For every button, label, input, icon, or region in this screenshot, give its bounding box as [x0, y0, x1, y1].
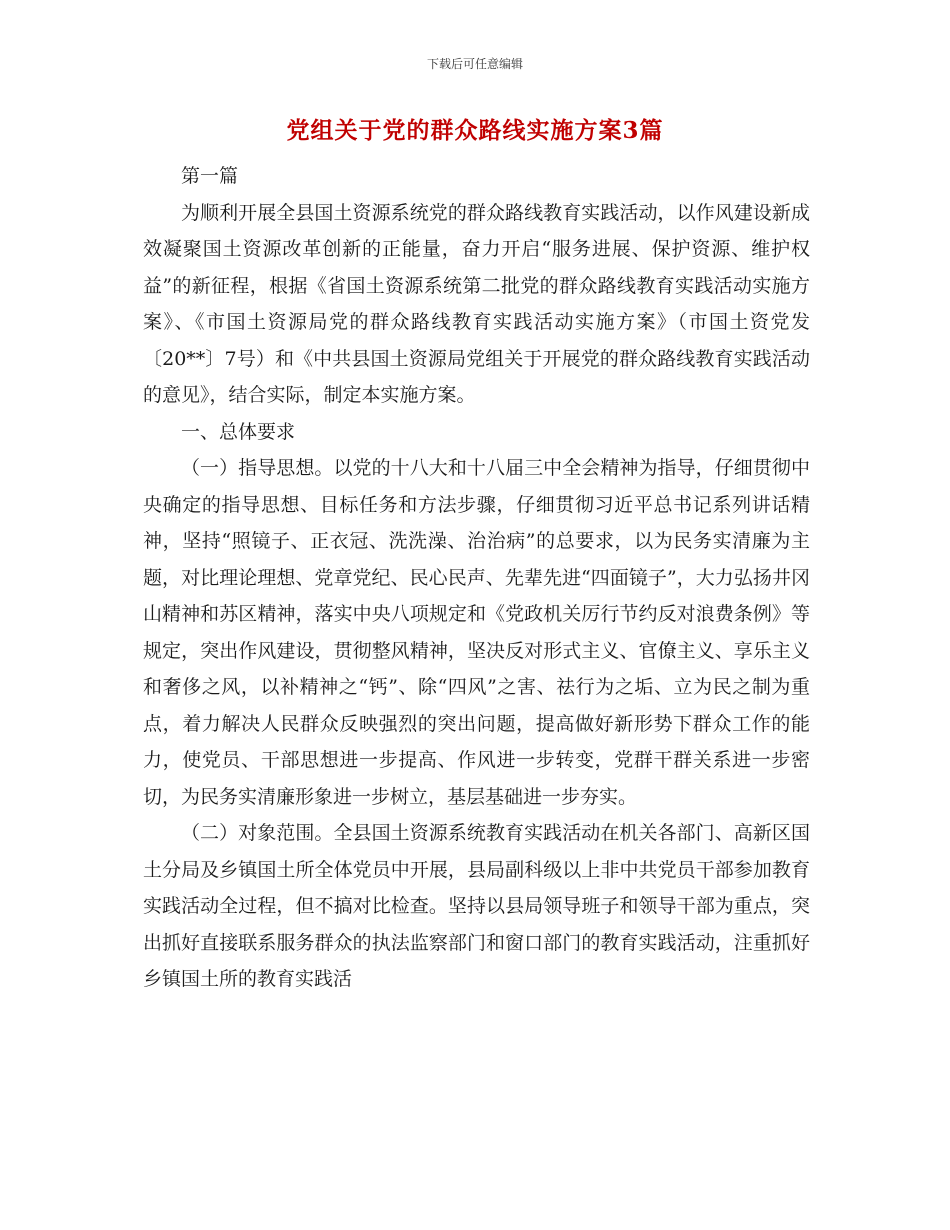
intro-paragraph: 为顺利开展全县国土资源系统党的群众路线教育实践活动，以作风建设新成效凝聚国土资源改革创新的正能量，奋力开启“服务进展、保护资源、维护权益”的新征程，根据《省国土资源系统第二批党的群众路线教育实践活动实施方案》、《市国土资源局党的群众路线教育实践活动实施方案》（市国土资党发〔20**〕7号）和《中共县国土资源局党组关于开展党的群众路线教育实践活动的意见》，结合实际，制定本实施方案。 — [143, 201, 810, 406]
section-heading-general-requirements: 一、总体要求 — [181, 420, 296, 443]
paragraph-guiding-thought: （一）指导思想。以党的十八大和十八届三中全会精神为指导，仔细贯彻中央确定的指导思想、目标任务和方法步骤，仔细贯彻习近平总书记系列讲话精神，坚持“照镜子、正衣冠、洗洗澡、治治病”的总要求，以为民务实清廉为主题，对比理论理想、党章党纪、民心民声、先辈先进“四面镜子”，大力弘扬井冈山精神和苏区精神，落实中央八项规定和《党政机关厉行节约反对浪费条例》等规定，突出作风建设，贯彻整风精神，坚决反对形式主义、官僚主义、享乐主义和奢侈之风，以补精神之“钙”、除“四风”之害、祛行为之垢、立为民之制为重点，着力解决人民群众反映强烈的突出问题，提高做好新形势下群众工作的能力，使党员、干部思想进一步提高、作风进一步转变，党群干群关系进一步密切，为民务实清廉形象进一步树立，基层基础进一步夯实。 — [143, 457, 810, 808]
header-note: 下载后可任意编辑 — [426, 57, 523, 71]
document-body — [143, 158, 810, 998]
section-label: 第一篇 — [181, 165, 239, 187]
paragraph-scope: （二）对象范围。全县国土资源系统教育实践活动在机关各部门、高新区国土分局及乡镇国土所全体党员中开展，县局副科级以上非中共党员干部参加教育实践活动全过程，但不搞对比检查。坚持以县局领导班子和领导干部为重点，突出抓好直接联系服务群众的执法监察部门和窗口部门的教育实践活动，注重抓好乡镇国土所的教育实践活 — [143, 822, 810, 990]
document-title: 党组关于党的群众路线实施方案3篇 — [286, 117, 664, 144]
